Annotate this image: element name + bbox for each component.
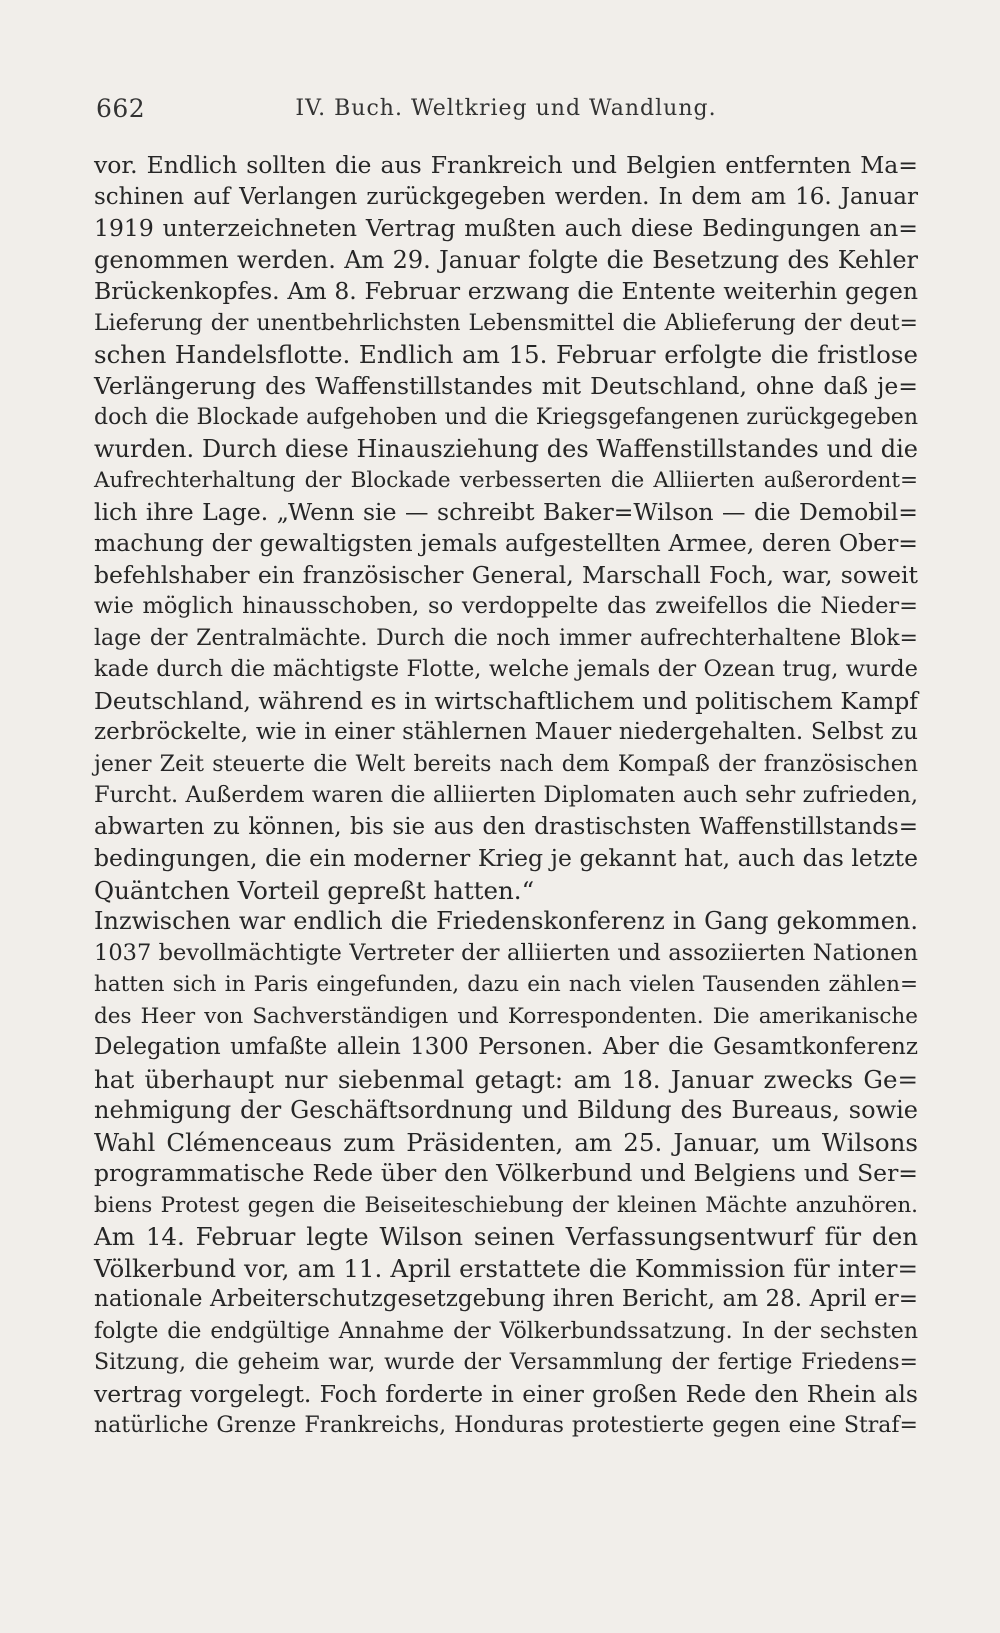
paragraph-2 xyxy=(94,906,918,1442)
paragraph-1 xyxy=(94,150,918,906)
text-line: folgte die endgültige Annahme der Völkerbundssatzung. In der sechsten xyxy=(94,1318,918,1344)
text-line: vor. Endlich sollten die aus Frankreich und Belgien entfernten Ma= xyxy=(94,151,918,179)
text-line: kade durch die mächtigste Flotte, welche jemals der Ozean trug, wurde xyxy=(94,656,918,682)
text-line: Lieferung der unentbehrlichsten Lebensmittel die Ablieferung der deut= xyxy=(94,310,918,336)
running-head xyxy=(96,94,916,130)
text-line: lich ihre Lage. „Wenn sie — schreibt Baker=Wilson — die Demobil= xyxy=(94,497,918,526)
text-line: programmatische Rede über den Völkerbund und Belgiens und Ser= xyxy=(94,1159,918,1187)
text-line: zerbröckelte, wie in einer stählernen Mauer niedergehalten. Selbst zu xyxy=(94,719,918,745)
text-line: natürliche Grenze Frankreichs, Honduras protestierte gegen eine Straf= xyxy=(94,1413,918,1438)
text-line: schen Handelsflotte. Endlich am 15. Februar erfolgte die fristlose xyxy=(94,340,918,369)
text-line: vertrag vorgelegt. Foch forderte in einer großen Rede den Rhein als xyxy=(94,1379,918,1408)
text-line: machung der gewaltigsten jemals aufgestellten Armee, deren Ober= xyxy=(94,529,918,557)
text-line: Verlängerung des Waffenstillstandes mit Deutschland, ohne daß je= xyxy=(94,371,918,400)
text-line: hat überhaupt nur siebenmal getagt: am 18. Januar zwecks Ge= xyxy=(94,1064,918,1094)
text-line: abwarten zu können, bis sie aus den drastischsten Waffenstillstands= xyxy=(94,813,918,840)
text-line: genommen werden. Am 29. Januar folgte die Besetzung des Kehler xyxy=(94,245,918,274)
text-line: Am 14. Februar legte Wilson seinen Verfassungsentwurf für den xyxy=(94,1222,918,1251)
text-line: Quäntchen Vorteil gepreßt hatten.“ xyxy=(94,875,535,905)
text-line: Brückenkopfes. Am 8. Februar erzwang die Entente weiterhin gegen xyxy=(94,277,918,305)
page-number: 662 xyxy=(96,94,146,123)
body-text xyxy=(94,150,918,1442)
text-line: Furcht. Außerdem waren die alliierten Diplomaten auch sehr zufrieden, xyxy=(94,782,918,808)
text-line: nationale Arbeiterschutzgesetzgebung ihren Bericht, am 28. April er= xyxy=(94,1286,918,1312)
text-line: befehlshaber ein französischer General, Marschall Foch, war, soweit xyxy=(94,560,918,589)
text-line: bedingungen, die ein moderner Krieg je gekannt hat, auch das letzte xyxy=(94,844,918,872)
text-line: Deutschland, während es in wirtschaftlichem und politischem Kampf xyxy=(94,686,918,715)
text-line: des Heer von Sachverständigen und Korrespondenten. Die amerikanische xyxy=(94,1003,918,1029)
text-line: 1919 unterzeichneten Vertrag mußten auch diese Bedingungen an= xyxy=(94,214,918,242)
text-line: 1037 bevollmächtigte Vertreter der alliierten und assoziierten Nationen xyxy=(94,939,918,966)
text-line: Sitzung, die geheim war, wurde der Versammlung der fertige Friedens= xyxy=(94,1350,918,1375)
text-line: Wahl Clémenceaus zum Präsidenten, am 25. Januar, um Wilsons xyxy=(94,1127,918,1157)
text-line: Völkerbund vor, am 11. April erstattete die Kommission für inter= xyxy=(94,1253,918,1283)
text-line: hatten sich in Paris eingefunden, dazu ein nach vielen Tausenden zählen= xyxy=(94,972,918,997)
text-line: Delegation umfaßte allein 1300 Personen. Aber die Gesamtkonferenz xyxy=(94,1034,918,1060)
running-head-title: IV. Buch. Weltkrieg und Wandlung. xyxy=(295,96,717,121)
text-line: doch die Blockade aufgehoben und die Kriegsgefangenen zurückgegeben xyxy=(94,405,918,430)
text-line: jener Zeit steuerte die Welt bereits nach dem Kompaß der französischen xyxy=(94,751,918,777)
text-line: wurden. Durch diese Hinausziehung des Waffenstillstandes und die xyxy=(94,434,918,463)
text-line: Aufrechterhaltung der Blockade verbesserten die Alliierten außerordent= xyxy=(94,468,918,493)
text-line: schinen auf Verlangen zurückgegeben werden. In dem am 16. Januar xyxy=(94,183,918,210)
text-line: biens Protest gegen die Beiseiteschiebung der kleinen Mächte anzuhören. xyxy=(94,1192,918,1218)
text-line: wie möglich hinausschoben, so verdoppelte das zweifellos die Nieder= xyxy=(94,593,918,619)
text-line: nehmigung der Geschäftsordnung und Bildung des Bureaus, sowie xyxy=(94,1096,918,1124)
text-line: Inzwischen war endlich die Friedenskonferenz in Gang gekommen. xyxy=(94,907,918,935)
text-line: lage der Zentralmächte. Durch die noch immer aufrechterhaltene Blok= xyxy=(94,625,918,651)
